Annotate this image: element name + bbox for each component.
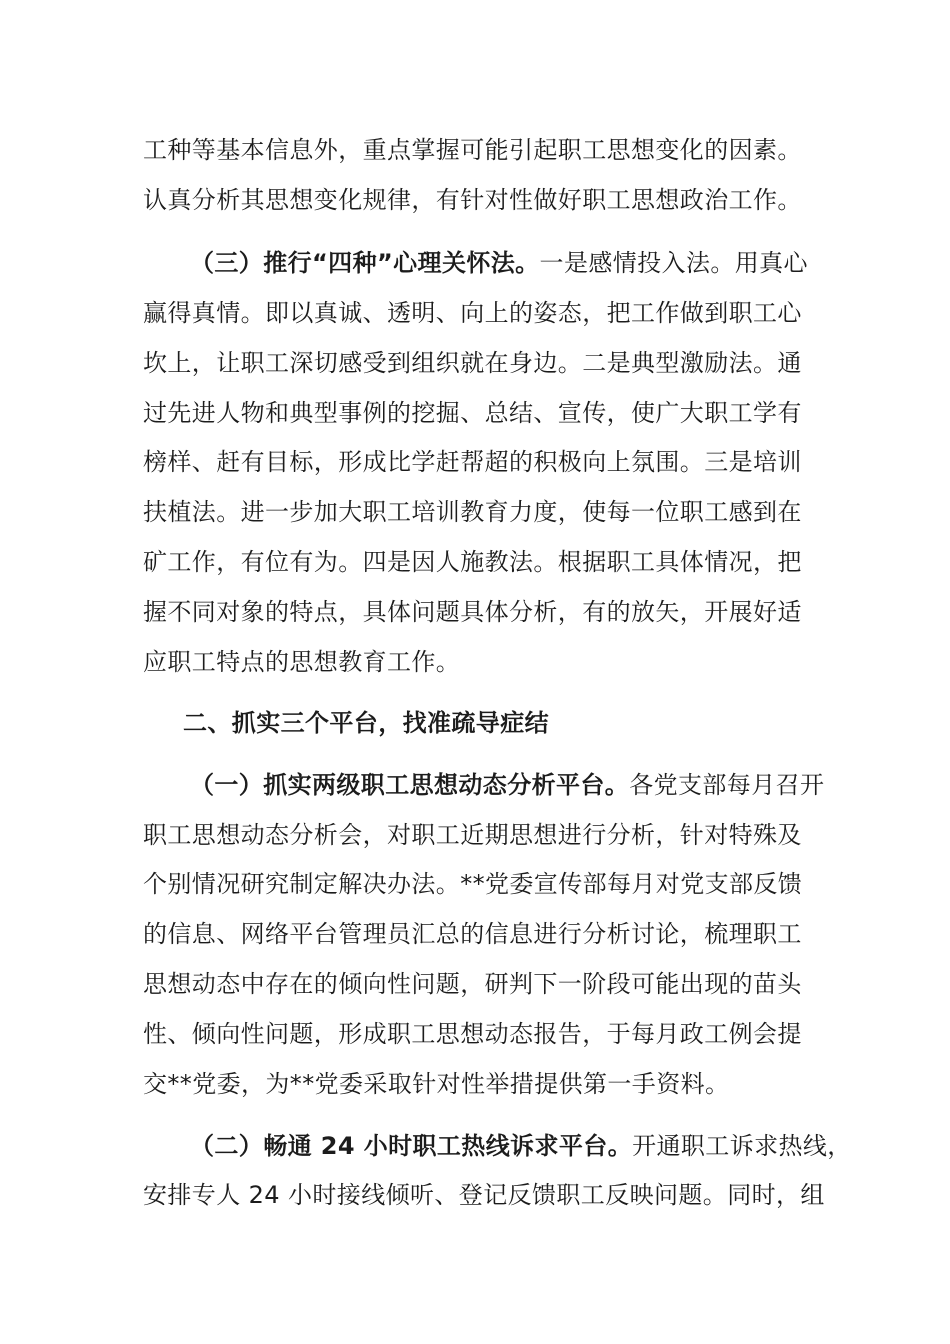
- body-text-line: 安排专人 24 小时接线倾听、登记反馈职工反映问题。同时，组: [143, 1181, 825, 1209]
- body-text-line: 赢得真情。即以真诚、透明、向上的姿态，把工作做到职工心: [143, 299, 802, 327]
- body-text-line: 性、倾向性问题，形成职工思想动态报告，于每月政工例会提: [143, 1020, 802, 1048]
- section-subheading: （二）畅通 24 小时职工热线诉求平台。: [190, 1132, 633, 1160]
- body-text-line: 榜样、赶有目标，形成比学赶帮超的积极向上氛围。三是培训: [143, 448, 802, 476]
- section-heading: 二、抓实三个平台，找准疏导症结: [183, 709, 549, 737]
- body-text-line: 矿工作，有位有为。四是因人施教法。根据职工具体情况，把: [143, 548, 802, 576]
- section-subheading: （三）推行“四种”心理关怀法。: [190, 249, 540, 277]
- body-text-line: 过先进人物和典型事例的挖掘、总结、宣传，使广大职工学有: [143, 399, 802, 427]
- body-text-line: 握不同对象的特点，具体问题具体分析，有的放矢，开展好适: [143, 598, 802, 626]
- body-text-line: 认真分析其思想变化规律，有针对性做好职工思想政治工作。: [143, 186, 802, 214]
- body-text-line: 交**党委，为**党委采取针对性举措提供第一手资料。: [143, 1070, 730, 1098]
- body-text-line: 扶植法。进一步加大职工培训教育力度，使每一位职工感到在: [143, 498, 802, 526]
- body-text: 一是感情投入法。用真心: [539, 249, 808, 277]
- body-text-line: 个别情况研究制定解决办法。**党委宣传部每月对党支部反馈: [143, 870, 803, 898]
- body-text: 各党支部每月召开: [629, 771, 825, 799]
- body-text-line: 应职工特点的思想教育工作。: [143, 648, 461, 676]
- paragraph-lead-line: [190, 767, 870, 803]
- section-subheading: （一）抓实两级职工思想动态分析平台。: [190, 771, 630, 799]
- body-text: 开通职工诉求热线，: [632, 1132, 852, 1160]
- body-text-line: 思想动态中存在的倾向性问题，研判下一阶段可能出现的苗头: [143, 970, 802, 998]
- paragraph-lead-line: [190, 245, 870, 281]
- paragraph-lead-line: [190, 1128, 870, 1164]
- body-text-line: 坎上，让职工深切感受到组织就在身边。二是典型激励法。通: [143, 349, 802, 377]
- body-text-line: 工种等基本信息外，重点掌握可能引起职工思想变化的因素。: [143, 136, 802, 164]
- body-text-line: 职工思想动态分析会，对职工近期思想进行分析，针对特殊及: [143, 821, 802, 849]
- body-text-line: 的信息、网络平台管理员汇总的信息进行分析讨论，梳理职工: [143, 920, 802, 948]
